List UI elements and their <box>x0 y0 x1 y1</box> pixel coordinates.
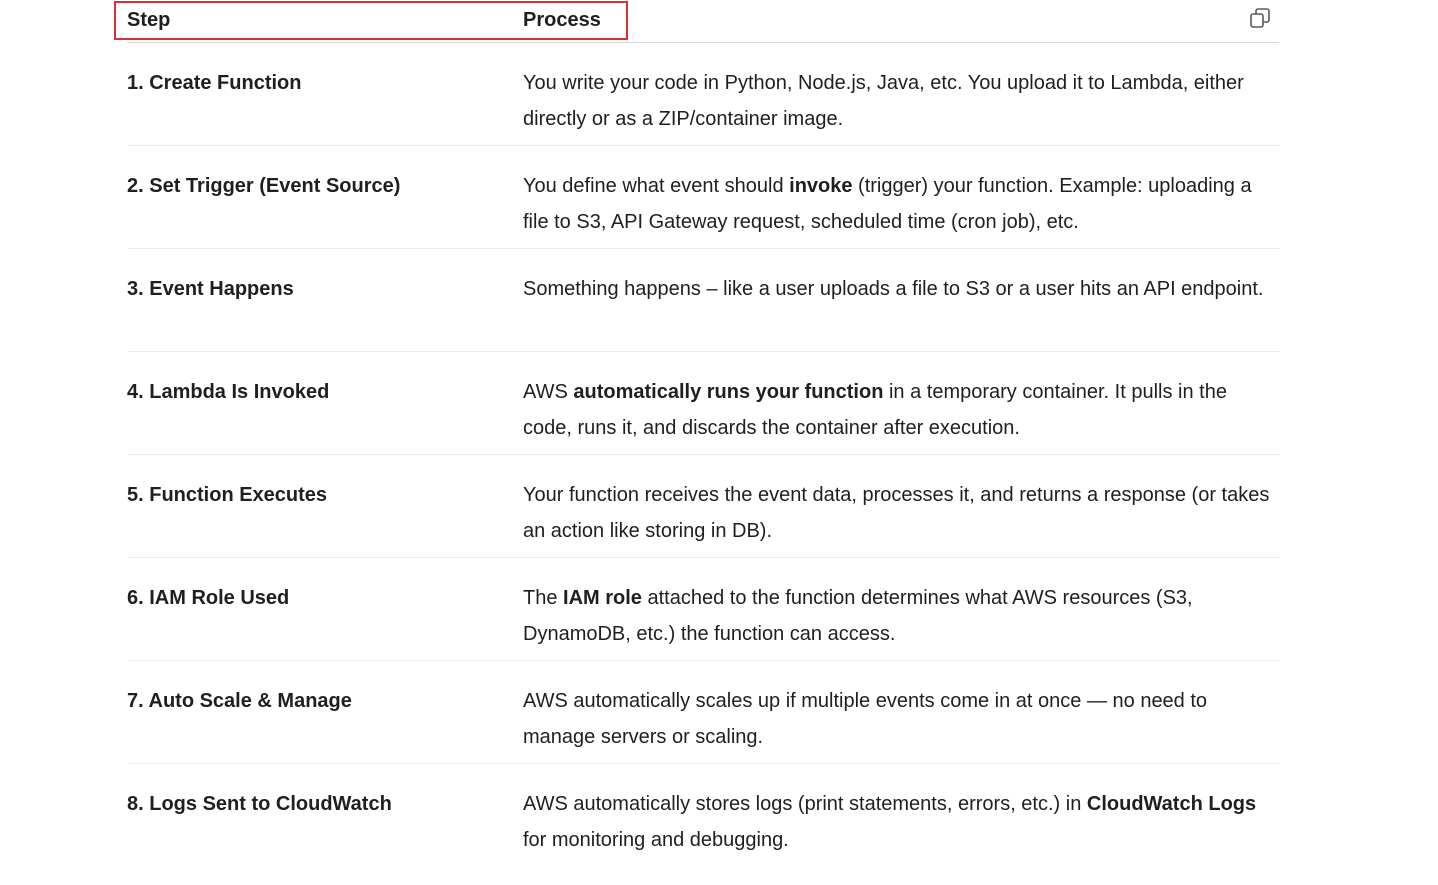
table-row <box>127 43 1279 146</box>
copy-table-button[interactable] <box>1247 5 1273 31</box>
process-text: in a temporary container. It pulls in the code, runs it, and discards the container after execution. <box>523 381 1227 439</box>
column-header-step: Step <box>127 9 171 31</box>
process-text-bold: automatically runs your function <box>573 381 884 403</box>
step-cell: 8. Logs Sent to CloudWatch <box>127 793 392 815</box>
step-cell: 7. Auto Scale & Manage <box>127 690 352 712</box>
process-cell <box>523 374 1279 446</box>
process-text: for monitoring and debugging. <box>523 829 789 851</box>
process-cell <box>523 271 1279 307</box>
copy-icon <box>1248 6 1272 30</box>
table-header-row <box>127 0 1279 43</box>
table-row <box>127 455 1279 558</box>
step-cell: 6. IAM Role Used <box>127 587 290 609</box>
process-text: AWS automatically stores logs (print statements, errors, etc.) in <box>523 793 1087 815</box>
table-row <box>127 558 1279 661</box>
process-text: AWS <box>523 381 574 403</box>
process-text: AWS automatically scales up if multiple events come in at once — no need to manage servers or scaling. <box>523 690 1208 748</box>
step-cell: 4. Lambda Is Invoked <box>127 381 330 403</box>
process-text: (trigger) your function. Example: uploading a file to S3, API Gateway request, scheduled time (cron job), etc. <box>523 175 1252 233</box>
process-text: Your function receives the event data, processes it, and returns a response (or takes an action like storing in DB). <box>523 484 1270 542</box>
process-cell <box>523 580 1279 652</box>
process-cell <box>523 683 1279 755</box>
step-cell: 2. Set Trigger (Event Source) <box>127 175 401 197</box>
process-text: You write your code in Python, Node.js, Java, etc. You upload it to Lambda, either directly or as a ZIP/container image. <box>523 72 1244 130</box>
table-row <box>127 661 1279 764</box>
process-cell <box>523 477 1279 549</box>
table-body <box>127 43 1279 867</box>
process-text: attached to the function determines what AWS resources (S3, DynamoDB, etc.) the function can access. <box>523 587 1193 645</box>
process-cell <box>523 786 1279 858</box>
lambda-steps-table <box>127 0 1279 867</box>
process-text: Something happens – like a user uploads a file to S3 or a user hits an API endpoint. <box>523 278 1264 300</box>
table-row <box>127 146 1279 249</box>
process-text-bold: invoke <box>789 175 853 197</box>
step-cell: 1. Create Function <box>127 72 302 94</box>
process-cell <box>523 168 1279 240</box>
step-cell: 5. Function Executes <box>127 484 328 506</box>
column-header-process: Process <box>523 9 601 31</box>
process-text: You define what event should <box>523 175 790 197</box>
process-text: The <box>523 587 564 609</box>
table-row <box>127 352 1279 455</box>
process-cell <box>523 65 1279 137</box>
table-row <box>127 764 1279 867</box>
step-cell: 3. Event Happens <box>127 278 294 300</box>
table-row <box>127 249 1279 352</box>
process-text-bold: CloudWatch Logs <box>1086 793 1257 815</box>
process-text-bold: IAM role <box>563 587 642 609</box>
